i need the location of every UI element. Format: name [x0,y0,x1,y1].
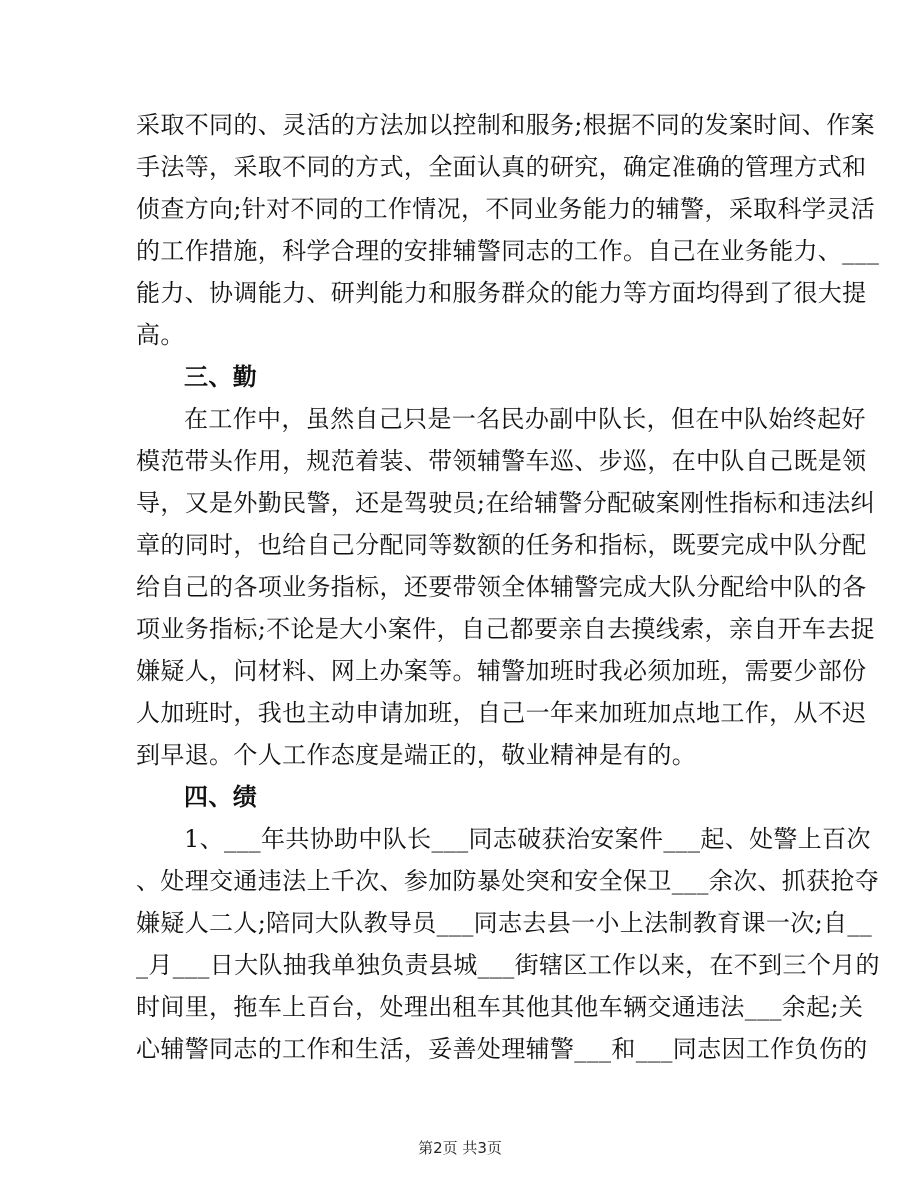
text-line: 给自己的各项业务指标，还要带领全体辅警完成大队分配给中队的各 [136,573,867,601]
text-line: 采取不同的、灵活的方法加以控制和服务;根据不同的发案时间、作案 [136,111,875,139]
page-number-footer: 第2页 共3页 [418,1139,502,1157]
text-line: 导，又是外勤民警，还是驾驶员;在给辅警分配破案刚性指标和违法纠 [136,489,875,517]
text-line: 、处理交通违法上千次、参加防暴处突和安全保卫___余次、抓获抢夺 [136,867,880,895]
text-line: 时间里，拖车上百台，处理出租车其他其他车辆交通违法___余起;关 [136,993,864,1021]
text-line: 高。 [136,321,185,349]
text-line: 章的同时，也给自己分配同等数额的任务和指标，既要完成中队分配 [136,531,867,559]
text-line: 心辅警同志的工作和生活，妥善处理辅警___和___同志因工作负伤的 [136,1035,868,1063]
text-line: 手法等，采取不同的方式，全面认真的研究，确定准确的管理方式和 [136,153,867,181]
text-line: 侦查方向;针对不同的工作情况，不同业务能力的辅警，采取科学灵活 [136,195,875,223]
section-heading-qin: 三、勤 [184,362,258,391]
text-line: 嫌疑人二人;陪同大队教导员___同志去县一小上法制教育课一次;自__ [136,909,873,937]
text-line: 的工作措施，科学合理的安排辅警同志的工作。自己在业务能力、___ [136,237,880,265]
section-heading-ji: 四、绩 [184,782,258,811]
text-line: 嫌疑人，问材料、网上办案等。辅警加班时我必须加班，需要少部份 [136,657,867,685]
text-line: 模范带头作用，规范着装、带领辅警车巡、步巡，在中队自己既是领 [136,447,867,475]
text-line: 项业务指标;不论是大小案件，自己都要亲自去摸线索，亲自开车去捉 [136,615,875,643]
text-line: 1、___年共协助中队长___同志破获治安案件___起、处警上百次 [184,825,871,853]
text-line: 人加班时，我也主动申请加班，自己一年来加班加点地工作，从不迟 [136,699,867,727]
text-line: 在工作中，虽然自己只是一名民办副中队长，但在中队始终起好 [184,405,866,433]
text-line: 能力、协调能力、研判能力和服务群众的能力等方面均得到了很大提 [136,279,867,307]
text-line: _月___日大队抽我单独负责县城___街辖区工作以来，在不到三个月的 [136,951,880,979]
text-line: 到早退。个人工作态度是端正的，敬业精神是有的。 [136,741,697,769]
